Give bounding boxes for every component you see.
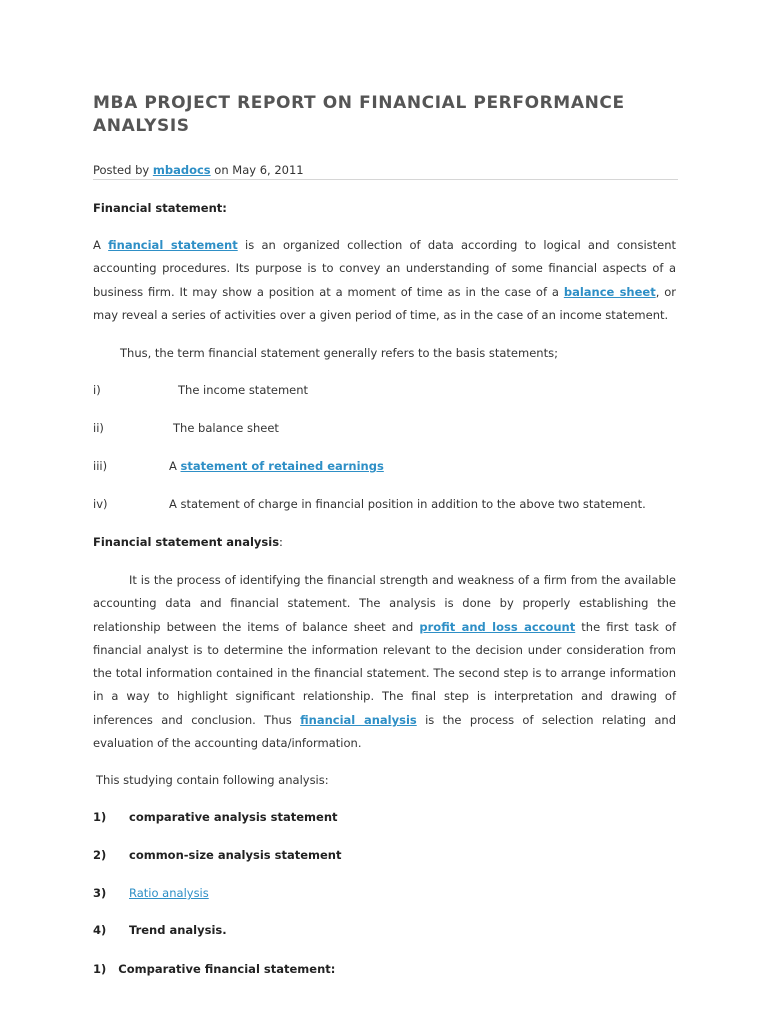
list-item-text: A statement of retained earnings: [169, 459, 384, 473]
ratio-analysis-link[interactable]: Ratio analysis: [129, 886, 209, 900]
financial-statement-analysis-heading: Financial statement analysis:: [93, 535, 283, 549]
list-item-number: i): [93, 383, 101, 397]
paragraph-financial-statement: A financial statement is an organized collection of data according to logical and consistent accounting procedures. Its purpose is to convey an understanding of some financial aspects of a business firm. It may show a position at a moment of time as in the case of a balance sheet, or may reveal a series of activities over a given period of time, as in the case of an income statement.: [93, 238, 677, 322]
paragraph-analysis-process: It is the process of identifying the financial strength and weakness of a firm from the available accounting data and financial statement. The analysis is done by properly establishing the relationship between the items of balance sheet and profit and loss account the first task of financial analyst is to determine the information relevant to the decision under consideration from the total information contained in the financial statement. The second step is to arrange information in a way to highlight significant relationship. The final step is interpretation and drawing of inferences and conclusion. Thus financial analysis is the process of selection relating and evaluation of the accounting data/information.: [93, 573, 677, 751]
posted-by-label: Posted by: [93, 163, 150, 177]
list-item-number: ii): [93, 421, 104, 435]
list-item-number: 4): [93, 923, 107, 937]
list-item-text: The income statement: [178, 383, 309, 397]
financial-analysis-link[interactable]: financial analysis: [300, 712, 417, 727]
list-item-number: 3): [93, 886, 107, 900]
list-item-text: [129, 884, 209, 902]
list-item-number: iii): [93, 459, 108, 473]
financial-statement-heading: Financial statement:: [93, 201, 227, 215]
list-item-number: iv): [93, 497, 108, 511]
profit-and-loss-link[interactable]: profit and loss account: [419, 619, 576, 634]
retained-earnings-link[interactable]: statement of retained earnings: [180, 459, 384, 473]
post-date: on May 6, 2011: [214, 163, 304, 177]
list-item-text: common-size analysis statement: [129, 848, 342, 862]
list-item-number: 2): [93, 848, 107, 862]
list-item-text: comparative analysis statement: [129, 810, 338, 824]
post-meta: [93, 161, 678, 180]
financial-statement-link[interactable]: financial statement: [108, 238, 238, 252]
comparative-financial-statement-heading: 1) Comparative financial statement:: [93, 962, 336, 976]
paragraph-studying-contains: This studying contain following analysis:: [96, 773, 329, 787]
list-item-text: The balance sheet: [173, 421, 279, 435]
list-item-text: A statement of charge in financial position in addition to the above two statement.: [169, 497, 646, 511]
article-title: MBA PROJECT REPORT ON FINANCIAL PERFORMANCE ANALYSIS: [93, 93, 625, 136]
list-item-number: 1): [93, 810, 107, 824]
paragraph-basis-statements: Thus, the term financial statement generally refers to the basis statements;: [120, 346, 558, 360]
list-item-text: Trend analysis.: [129, 923, 227, 937]
balance-sheet-link[interactable]: balance sheet: [563, 284, 656, 299]
author-link[interactable]: mbadocs: [152, 163, 211, 177]
